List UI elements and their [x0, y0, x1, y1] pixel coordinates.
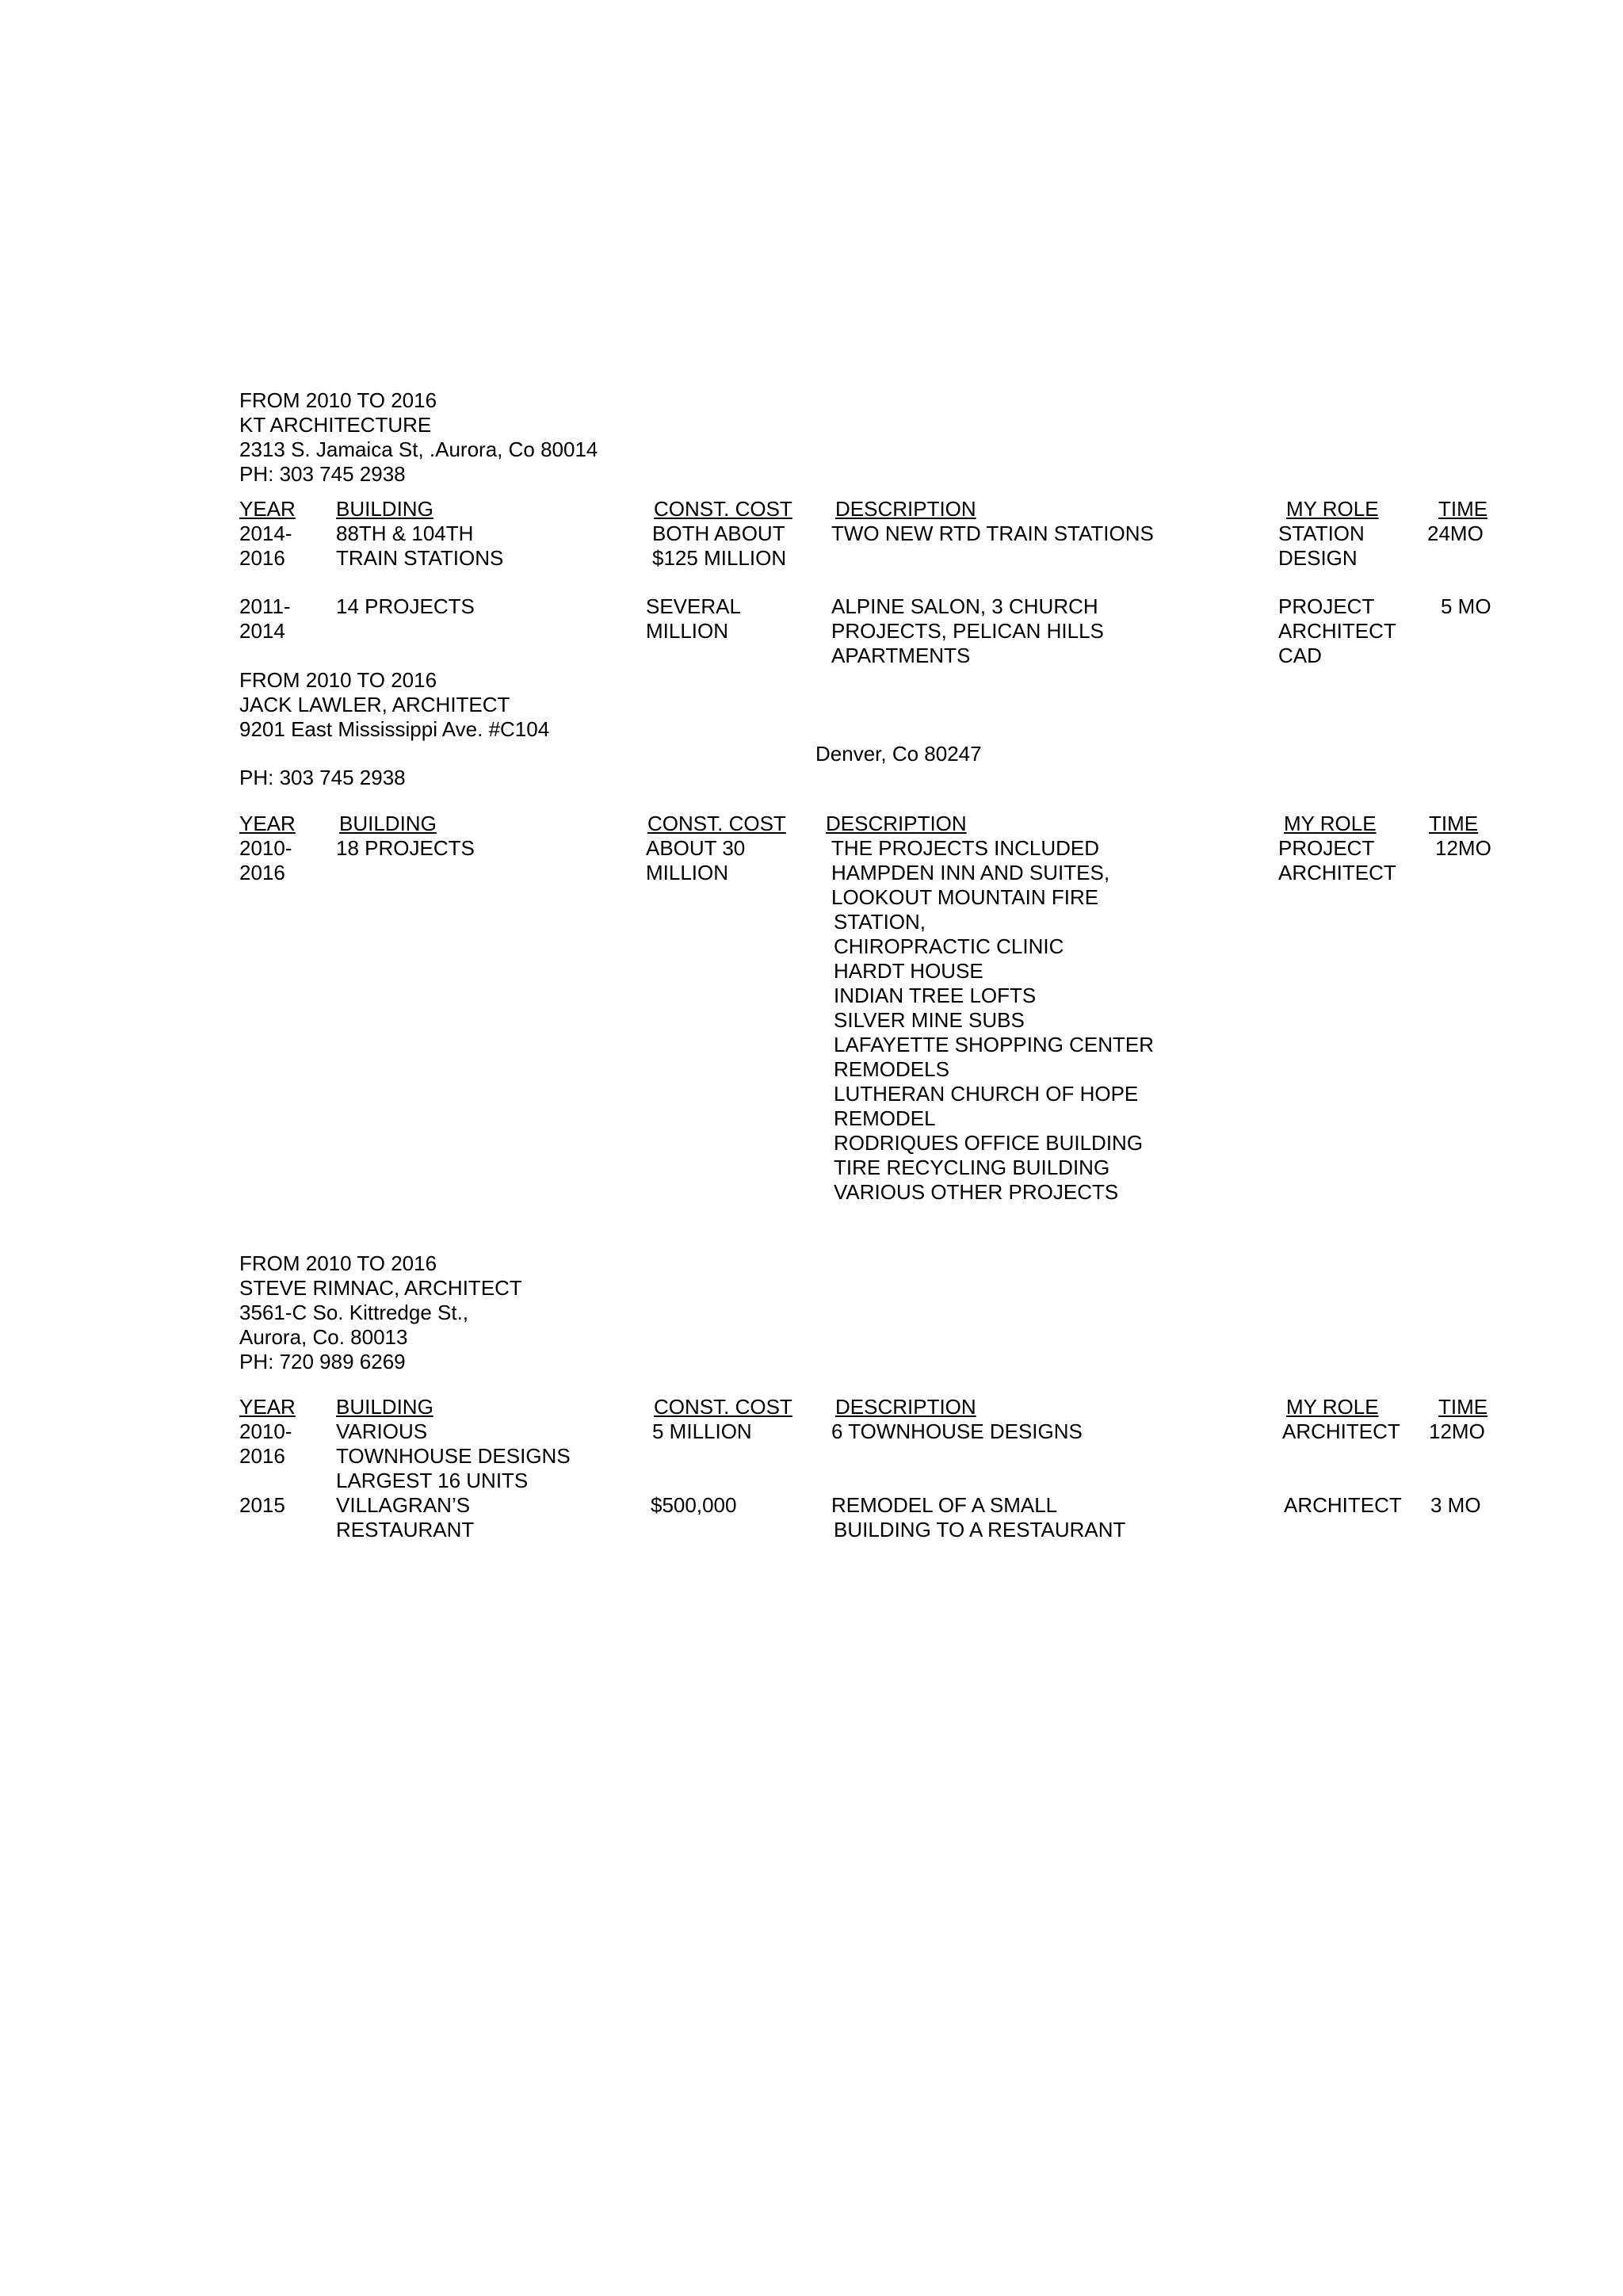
row-description: 6 TOWNHOUSE DESIGNS	[831, 1419, 1083, 1443]
firm-city: Aurora, Co. 80013	[239, 1325, 408, 1349]
row-building: 88TH & 104TH TRAIN STATIONS	[336, 521, 504, 570]
row-building: 18 PROJECTS	[336, 836, 475, 860]
col-header-building: BUILDING	[336, 497, 433, 521]
row-description: ALPINE SALON, 3 CHURCH PROJECTS, PELICAN HILLS APARTMENTS	[831, 594, 1104, 667]
col-header-description: DESCRIPTION	[835, 1395, 976, 1419]
row-time: 5 MO	[1441, 594, 1491, 618]
row-cost: BOTH ABOUT $125 MILLION	[652, 521, 787, 570]
col-header-cost: CONST. COST	[647, 812, 786, 835]
employment-period: FROM 2010 TO 2016	[239, 388, 437, 412]
firm-address: 9201 East Mississippi Ave. #C104	[239, 717, 550, 741]
row-cost: $500,000	[651, 1493, 737, 1517]
row-building: VILLAGRAN’S RESTAURANT	[336, 1493, 475, 1541]
firm-address: 2313 S. Jamaica St, .Aurora, Co 80014	[239, 437, 598, 461]
firm-phone: PH: 720 989 6269	[239, 1350, 406, 1373]
row-description: REMODEL OF A SMALL BUILDING TO A RESTAURANT	[831, 1493, 1126, 1541]
row-role: ARCHITECT	[1282, 1419, 1400, 1443]
row-time: 12MO	[1429, 1419, 1485, 1443]
col-header-year: YEAR	[239, 1395, 296, 1419]
col-header-year: YEAR	[239, 812, 296, 835]
col-header-role: MY ROLE	[1286, 497, 1379, 521]
row-role: ARCHITECT	[1284, 1493, 1402, 1517]
firm-phone: PH: 303 745 2938	[239, 462, 406, 486]
col-header-building: BUILDING	[339, 812, 437, 835]
firm-name: KT ARCHITECTURE	[239, 413, 432, 437]
row-cost: 5 MILLION	[652, 1419, 752, 1443]
row-year: 2011- 2014	[239, 594, 291, 643]
row-year: 2014- 2016	[239, 521, 292, 570]
row-cost: ABOUT 30 MILLION	[646, 836, 746, 884]
row-description: THE PROJECTS INCLUDED HAMPDEN INN AND SUITES, LOOKOUT MOUNTAIN FIRE STATION, CHIROPRACTIC CLINIC HARDT HOUSE INDIAN TREE LOFTS SILVER MINE SUBS LAFAYETTE SHOPPING CENTER REMODELS LUTHERAN CHURCH OF HOPE REMODEL RODRIQUES OFFICE BUILDING TIRE RECYCLING BUILDING VARIOUS OTHER PROJECTS	[831, 836, 1155, 1204]
row-role: PROJECT ARCHITECT CAD	[1278, 594, 1396, 667]
col-header-cost: CONST. COST	[654, 497, 792, 521]
row-role: STATION DESIGN	[1278, 521, 1365, 570]
col-header-year: YEAR	[239, 497, 296, 521]
col-header-time: TIME	[1438, 1395, 1488, 1419]
col-header-building: BUILDING	[336, 1395, 433, 1419]
row-year: 2015	[239, 1493, 285, 1517]
col-header-description: DESCRIPTION	[826, 812, 967, 835]
row-year: 2010- 2016	[239, 836, 292, 884]
firm-name: JACK LAWLER, ARCHITECT	[239, 693, 510, 716]
employment-period: FROM 2010 TO 2016	[239, 668, 437, 692]
col-header-description: DESCRIPTION	[835, 497, 976, 521]
firm-name: STEVE RIMNAC, ARCHITECT	[239, 1276, 522, 1300]
col-header-role: MY ROLE	[1284, 812, 1377, 835]
employment-period: FROM 2010 TO 2016	[239, 1251, 437, 1275]
firm-phone: PH: 303 745 2938	[239, 766, 406, 789]
row-description: TWO NEW RTD TRAIN STATIONS	[831, 521, 1154, 545]
row-building: VARIOUS TOWNHOUSE DESIGNS LARGEST 16 UNITS	[336, 1419, 571, 1492]
row-time: 3 MO	[1430, 1493, 1481, 1517]
col-header-time: TIME	[1429, 812, 1479, 835]
firm-city: Denver, Co 80247	[815, 742, 982, 766]
col-header-cost: CONST. COST	[654, 1395, 792, 1419]
row-cost: SEVERAL MILLION	[646, 594, 741, 643]
row-year: 2010- 2016	[239, 1419, 292, 1468]
row-building: 14 PROJECTS	[336, 594, 475, 618]
row-time: 12MO	[1435, 836, 1491, 860]
col-header-role: MY ROLE	[1286, 1395, 1379, 1419]
firm-address: 3561-C So. Kittredge St.,	[239, 1301, 469, 1324]
row-role: PROJECT ARCHITECT	[1278, 836, 1396, 884]
row-time: 24MO	[1427, 521, 1484, 545]
col-header-time: TIME	[1438, 497, 1488, 521]
